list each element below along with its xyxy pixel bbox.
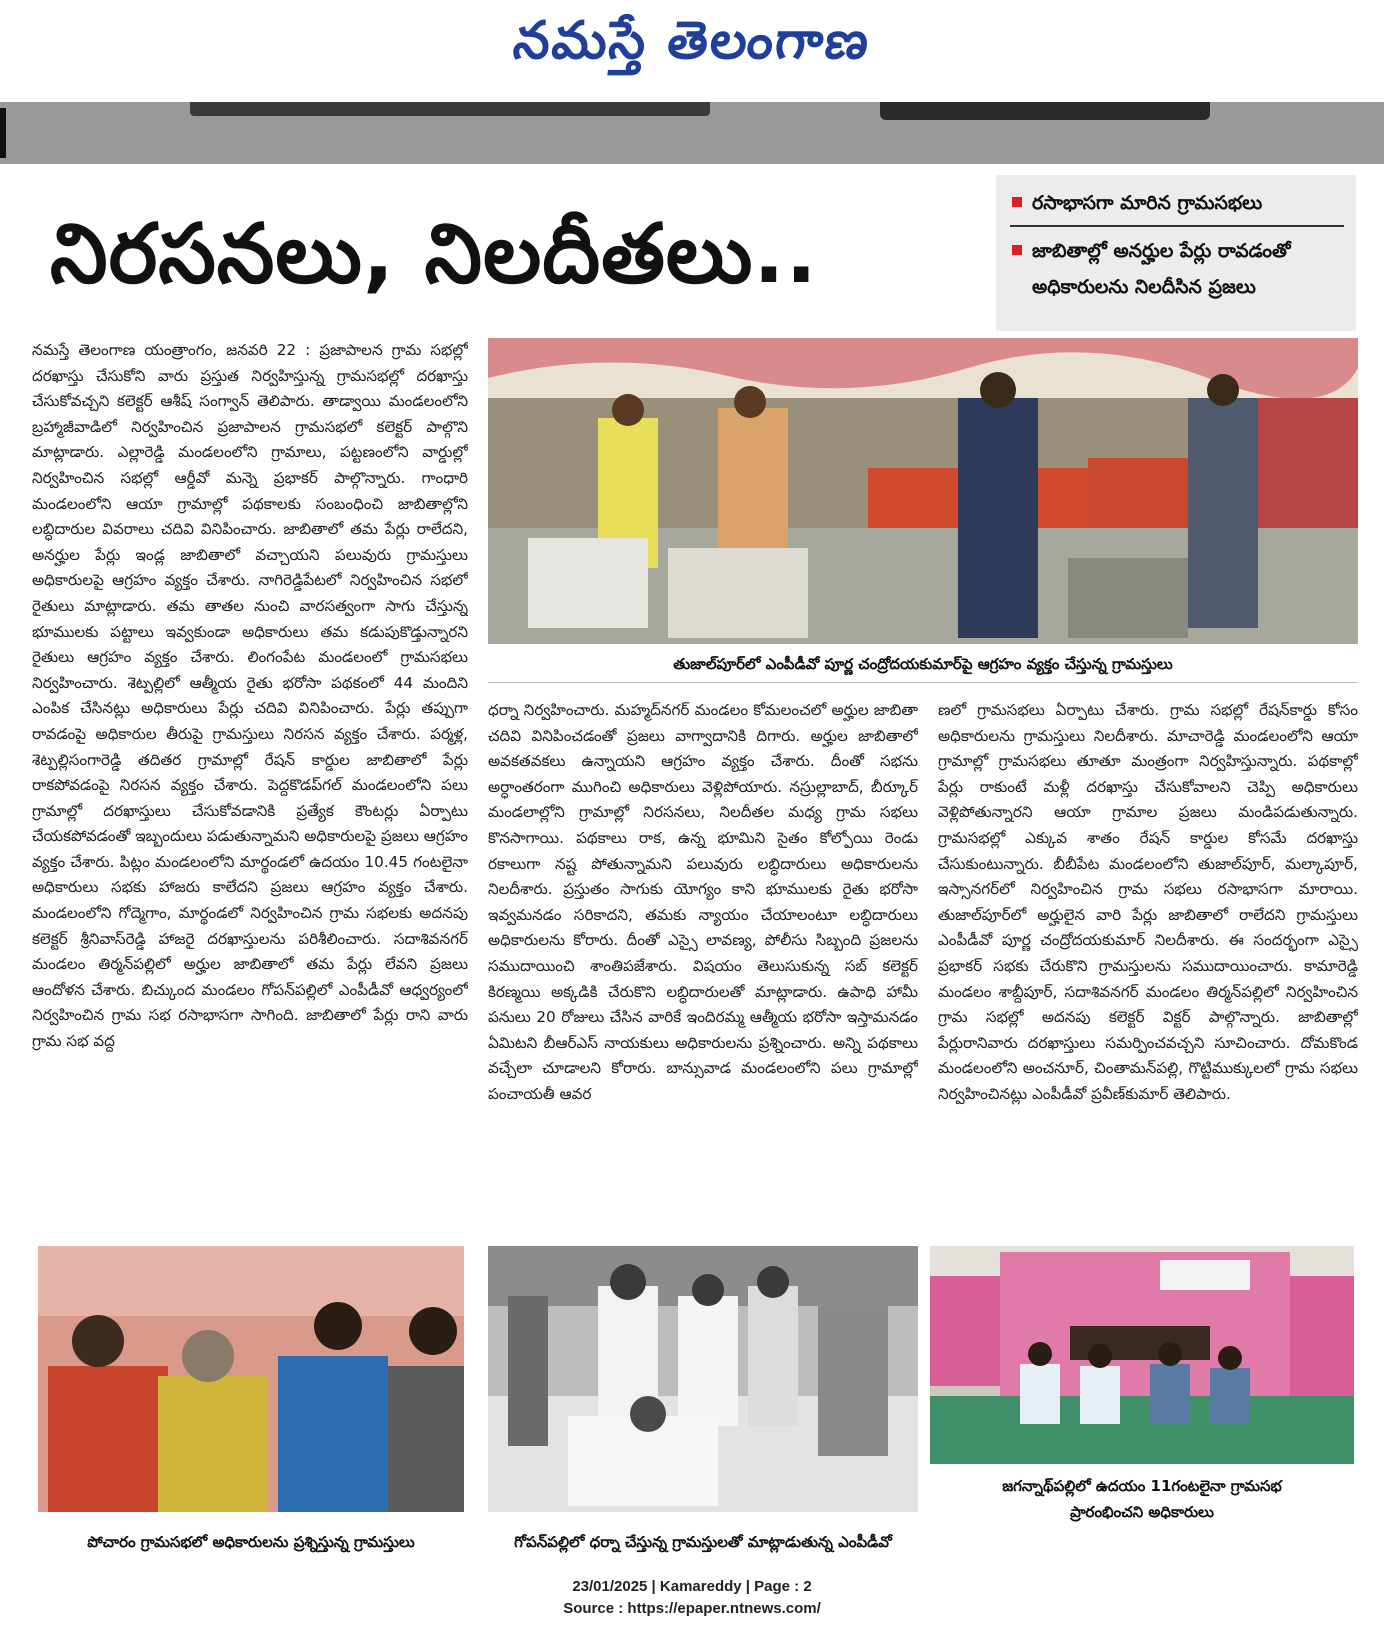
main-photo-image	[488, 338, 1358, 644]
photo-right-caption-line-1: జగన్నాథ్‌పల్లిలో ఉదయం 11గంటలైనా గ్రామసభ	[1002, 1477, 1282, 1495]
footer-source-link[interactable]: Source : https://epaper.ntnews.com/	[563, 1600, 821, 1617]
highlight-item-2: జాబితాల్లో అనర్హుల పేర్లు రావడంతో	[1010, 233, 1344, 269]
caption-divider	[488, 682, 1358, 683]
newspaper-masthead: నమస్తే తెలంగాణ	[510, 11, 874, 71]
header-band-edge	[0, 108, 6, 158]
main-photo-caption: తుజాల్‌పూర్‌లో ఎంపీడీవో పూర్ణ చంద్రోదయకుమార్‌పై ఆగ్రహం వ్యక్తం చేస్తున్న గ్రామస్తులు	[673, 655, 1173, 673]
photo-middle-caption: గోపన్‌పల్లిలో ధర్నా చేస్తున్న గ్రామస్తులతో మాట్లాడుతున్న ఎంపీడీవో	[514, 1533, 892, 1551]
article-column-1	[32, 338, 468, 1214]
header-band-strip-left	[190, 102, 710, 116]
photo-right-caption-line-2: ప్రారంభించని అధికారులు	[1070, 1503, 1214, 1521]
page-footer	[0, 1576, 1384, 1620]
footer-date-location: 23/01/2025 | Kamareddy | Page : 2	[572, 1578, 812, 1595]
photo-middle	[488, 1246, 918, 1512]
article-headline: నిరసనలు, నిలదీతలు..	[50, 207, 818, 302]
highlights-box	[996, 175, 1356, 331]
column-2-text: ధర్నా నిర్వహించారు. మహ్మద్‌నగర్ మండలం కోమలంచలో అర్హుల జాబితా చదివి వినిపించడంతో ప్రజలు వాగ్వాదానికి దిగారు. అర్హుల జాబితాలో అవకతవకలు ఉన్నాయని ఆగ్రహం వ్యక్తం చేశారు. దీంతో సభను అర్ధాంతరంగా ముగించి అధికారులు వెళ్లిపోయారు. నస్రుల్లాబాద్, బీర్కూర్ మండలాల్లోని గ్రామాల్లో నిరసనలు, నిలదీతల మధ్య గ్రామ సభలు కొనసాగాయి. పథకాలు రాక, ఉన్న భూమిని సైతం కోల్పోయి రెండు రకాలుగా నష్ట పోతున్నామని పలువురు లబ్ధిదారులు అధికారులను నిలదీశారు. ప్రస్తుతం సాగుకు యోగ్యం కాని భూములకు రైతు భరోసా ఇవ్వమనడం సరికాదని, తమకు న్యాయం చేయాలంటూ లబ్ధిదారులు అధికారులను కోరారు. దీంతో ఎస్సై లావణ్య, పోలీసు సిబ్బంది ప్రజలను సముదాయించి శాంతిపజేశారు. విషయం తెలుసుకున్న సబ్ కలెక్టర్ కిరణ్మయి అక్కడికి చేరుకొని లబ్ధిదారులతో మాట్లాడారు. ఉపాధి హామీ పనులు 20 రోజులు చేసిన వారికే ఇందిరమ్మ ఆత్మీయ భరోసా ఇస్తామనడం ఏమిటని బీఆర్ఎస్ నాయకులు అధికారులను ప్రశ్నించారు. అన్ని పథకాలు వచ్చేలా చూడాలని కోరారు. బాన్సువాడ మండలంలోని పలు గ్రామాల్లో పంచాయతీ ఆవర	[488, 701, 918, 1103]
photo-right	[930, 1246, 1354, 1464]
photo-middle-image	[488, 1246, 918, 1512]
photo-left-image	[38, 1246, 464, 1512]
photo-left-caption: పోచారం గ్రామసభలో అధికారులను ప్రశ్నిస్తున్న గ్రామస్తులు	[87, 1533, 415, 1551]
column-1-text: నమస్తే తెలంగాణ యంత్రాంగం, జనవరి 22 : ప్రజాపాలన గ్రామ సభల్లో దరఖాస్తు చేసుకోని వారు ప్రస్తుత నిర్వహిస్తున్న గ్రామసభల్లో దరఖాస్తు చేసుకోవచ్చని కలెక్టర్ ఆశీష్ సంగ్వాన్ తెలిపారు. తాడ్వాయి మండలంలోని బ్రహ్మాజీవాడిలో నిర్వహించిన ప్రజాపాలన గ్రామసభలో కలెక్టర్ పాల్గొని మాట్లాడారు. ఎల్లారెడ్డి మండలంలోని గ్రామాలు, పట్టణంలోని వార్డుల్లో నిర్వహించిన సభల్లో ఆర్డీవో మన్నె ప్రభాకర్ పాల్గొన్నారు. గాంధారి మండలంలోని ఆయా గ్రామాల్లో పథకాలకు సంబంధించి జాబితాల్లోని లబ్ధిదారుల వివరాలు చదివి వినిపించారు. జాబితాలో తమ పేర్లు రాలేదని, అనర్హుల పేర్లు ఇండ్ల జాబితాలో వచ్చాయని పలువురు గ్రామస్తులు అధికారులపై ఆగ్రహం వ్యక్తం చేశారు. నాగిరెడ్డిపేటలో నిర్వహించిన సభలో రైతులు మాట్లాడారు. తమ తాతల నుంచి వారసత్వంగా సాగు చేస్తున్న భూములకు పట్టాలు ఇవ్వకుండా అధికారులు తమ కడుపుకొడ్తున్నారని రైతులు ఆగ్రహం వ్యక్తం చేశారు. లింగంపేట మండలంలో గ్రామసభలు నిర్వహించారు. శెట్పల్లిలో ఆత్మీయ రైతు భరోసా పథకంలో 44 మందిని ఎంపిక చేసినట్లు అధికారులు పేర్లు చదివి వినిపించారు. పేర్లు తప్పుగా రావడంపై అధికారుల తీరుపై గ్రామస్తులు నిరసన వ్యక్తం చేశారు. పర్మళ్ల, శెట్పల్లిసంగారెడ్డి తదితర గ్రామాల్లో రేషన్ కార్డుల జాబితాలో పేర్లు రాకపోవడంపై నిరసన వ్యక్తం చేశారు. పెద్దకొడప్‌గల్ మండలంలోని పలు గ్రామాల్లో దరఖాస్తులు చేసుకోవడానికి ప్రత్యేక కౌంటర్లు ఏర్పాటు చేయకపోవడంతో ఇబ్బందులు పడుతున్నామని అధికారులపై ప్రజలు ఆగ్రహం వ్యక్తం చేశారు. పిట్లం మండలంలోని మార్థండలో ఉదయం 10.45 గంటలైనా అధికారులు సభకు హాజరు కాలేదని ప్రజలు ఆగ్రహం వ్యక్తం చేశారు. మండలంలోని గోద్మెగాం, మార్థండలో నిర్వహించిన గ్రామ సభలకు అదనపు కలెక్టర్ శ్రీనివాస్‌రెడ్డి హాజరై దరఖాస్తులను పరిశీలించారు. సదాశివనగర్ మండలం తిర్మన్‌పల్లిలో అర్హుల జాబితాలో తమ పేర్లు లేవని ప్రజలు ఆందోళన చేశారు. బిచ్కుంద మండలం గోపన్‌పల్లిలో ఎంపీడీవో ఆధ్వర్యంలో నిర్వహించిన గ్రామ సభ రసాభాసగా సాగింది. జాబితాలో పేర్లు రాని వారు గ్రామ సభ వద్ద	[32, 341, 468, 1051]
highlight-item-1: రసాభాసగా మారిన గ్రామసభలు	[1010, 185, 1344, 227]
header-band-strip-right	[880, 102, 1210, 120]
photo-right-image	[930, 1246, 1354, 1464]
article-column-2	[488, 698, 918, 1214]
main-photo	[488, 338, 1358, 644]
article-column-3	[938, 698, 1358, 1214]
column-3-text: ణలో గ్రామసభలు ఏర్పాటు చేశారు. గ్రామ సభల్లో రేషన్‌కార్డు కోసం అధికారులను గ్రామస్తులు నిలదీశారు. మాచారెడ్డి మండలంలోని ఆయా గ్రామాల్లో గ్రామసభలు తూతూ మంత్రంగా నిర్వహిస్తున్నారు. పథకాల్లో పేర్లు రాకుంటే మళ్లీ దరఖాస్తు చేసుకోవాలని చెప్పి అధికారులు వెళ్లిపోతున్నారని ఆయా గ్రామాల ప్రజలు మండిపడుతున్నారు. గ్రామసభల్లో ఎక్కువ శాతం రేషన్ కార్డుల కోసమే దరఖాస్తు చేసుకుంటున్నారు. బీబీపేట మండలంలోని తుజాల్‌పూర్, మల్కాపూర్, ఇస్సానగర్‌లో నిర్వహించిన గ్రామ సభలు రసాభాసగా మారాయి. తుజాల్‌పూర్‌లో అర్హులైన వారి పేర్లు జాబితాలో రాలేదని గ్రామస్తులు ఎంపీడీవో పూర్ణ చంద్రోదయకుమార్ నిలదీశారు. ఈ సందర్భంగా ఎస్సై ప్రభాకర్ సభకు చేరుకొని గ్రామస్తులను సముదాయించారు. కామారెడ్డి మండలం శాబ్దీపూర్, సదాశివనగర్ మండలం తిర్మన్‌పల్లిలో నిర్వహించిన గ్రామ సభల్లో అదనపు కలెక్టర్ విక్టర్ పాల్గొన్నారు. జాబితాల్లో పేర్లురానివారు దరఖాస్తులు సమర్పించవచ్చని సూచించారు. దోమకొండ మండలంలోని అంచనూర్, చింతామన్‌పల్లి, గొట్టిముక్కులలో గ్రామ సభలు నిర్వహించినట్లు ఎంపీడీవో ప్రవీణ్‌కుమార్ తెలిపారు.	[938, 701, 1358, 1103]
photo-left	[38, 1246, 464, 1512]
highlight-item-2-continuation: అధికారులను నిలదీసిన ప్రజలు	[1032, 276, 1256, 298]
